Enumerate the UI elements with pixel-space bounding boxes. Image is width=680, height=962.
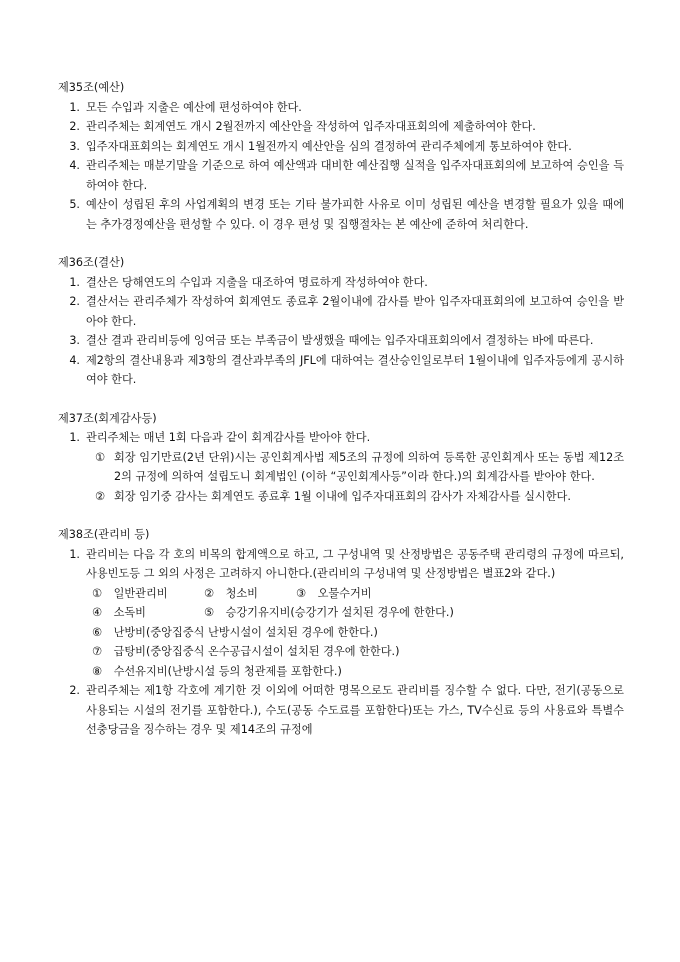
list-item bbox=[58, 195, 624, 234]
fee-number: ⑧ bbox=[92, 664, 103, 678]
fee-text: 오물수거비 bbox=[317, 586, 372, 600]
fee-row bbox=[86, 642, 624, 662]
item-number: 5. bbox=[69, 198, 80, 211]
fee-item bbox=[296, 584, 372, 604]
fee-number: ⑦ bbox=[92, 645, 103, 658]
item-number: 4. bbox=[69, 159, 80, 172]
list-item bbox=[58, 545, 624, 584]
article-36 bbox=[58, 253, 624, 390]
fee-item bbox=[92, 584, 168, 604]
fee-item bbox=[204, 603, 454, 623]
fee-number: ① bbox=[92, 586, 103, 600]
fee-item bbox=[92, 662, 342, 682]
fee-text: 일반관리비 bbox=[113, 586, 168, 600]
item-text: 결산은 당해연도의 수입과 지출을 대조하여 명료하게 작성하여야 한다. bbox=[86, 275, 428, 289]
article-35 bbox=[58, 78, 624, 234]
article-38 bbox=[58, 525, 624, 740]
article-title: 제35조(예산) bbox=[58, 81, 125, 94]
sub-item-number: ② bbox=[94, 489, 106, 503]
item-text: 결산 결과 관리비등에 잉여금 또는 부족금이 발생했을 때에는 입주자대표회의에서 결정하는 바에 따른다. bbox=[86, 334, 594, 347]
fee-text: 급탕비(중앙집중식 온수공급시설이 설치된 경우에 한한다.) bbox=[113, 645, 400, 658]
list-item bbox=[58, 156, 624, 195]
fee-row bbox=[86, 623, 624, 643]
fee-number: ③ bbox=[296, 586, 307, 600]
fee-row bbox=[86, 603, 624, 623]
item-number: 1. bbox=[69, 100, 80, 114]
fee-text: 난방비(중앙집중식 난방시설이 설치된 경우에 한한다.) bbox=[113, 625, 378, 639]
fee-row bbox=[86, 662, 624, 682]
item-text: 관리주체는 회계연도 개시 2월전까지 예산안을 작성하여 입주자대표회의에 제출하여야 한다. bbox=[86, 120, 536, 133]
fee-item bbox=[92, 642, 399, 662]
sub-list-item bbox=[86, 448, 624, 487]
fee-row bbox=[86, 584, 624, 604]
item-text: 결산서는 관리주체가 작성하여 회계연도 종료후 2월이내에 감사를 받아 입주자대표회의에 보고하여 승인을 받아야 한다. bbox=[86, 295, 624, 328]
fee-text: 청소비 bbox=[225, 586, 258, 600]
sub-item-text: 회장 임기중 감사는 회계연도 종료후 1월 이내에 입주자대표회의 감사가 자체감사를 실시한다. bbox=[114, 489, 571, 503]
fee-item bbox=[92, 603, 146, 623]
item-text: 예산이 성립된 후의 사업계획의 변경 또는 기타 불가피한 사유로 이미 성립된 예산을 변경할 필요가 있을 때에는 추가경정예산을 편성할 수 있다. 이 경우 편성 및 집행절차는 본 예산에 준하여 처리한다. bbox=[86, 198, 624, 231]
item-text: 관리비는 다음 각 호의 비목의 합계액으로 하고, 그 구성내역 및 산정방법은 공동주택 관리령의 규정에 따르되, 사용빈도등 그 외의 사정은 고려하지 아니한다.(관리비의 구성내역 및 산정방법은 별표2와 같다.) bbox=[86, 547, 624, 580]
fee-text: 수선유지비(난방시설 등의 청관제를 포함한다.) bbox=[113, 664, 342, 678]
item-text: 모든 수입과 지출은 예산에 편성하여야 한다. bbox=[86, 100, 302, 114]
fee-text: 소독비 bbox=[113, 606, 146, 619]
item-number: 3. bbox=[69, 334, 80, 347]
list-item bbox=[58, 292, 624, 331]
item-number: 4. bbox=[69, 353, 80, 367]
list-item bbox=[58, 681, 624, 740]
sub-item-text: 회장 임기만료(2년 단위)시는 공인회계사법 제5조의 규정에 의하여 등록한 공인회계사 또는 동법 제12조2의 규정에 의하여 설립도니 회계법인 (이하 “공인회계사등”이라 한다.)의 회계감사를 받아야 한다. bbox=[114, 450, 624, 483]
article-title: 제38조(관리비 등) bbox=[58, 528, 150, 541]
fee-item bbox=[92, 623, 378, 643]
item-number: 2. bbox=[69, 684, 80, 697]
item-number: 1. bbox=[69, 547, 80, 561]
item-number: 1. bbox=[69, 275, 80, 289]
fee-text: 승강기유지비(승강기가 설치된 경우에 한한다.) bbox=[225, 606, 454, 619]
item-text: 입주자대표회의는 회계연도 개시 1월전까지 예산안을 심의 결정하여 관리주체에게 통보하여야 한다. bbox=[86, 139, 572, 153]
list-item bbox=[58, 117, 624, 137]
item-text: 관리주체는 제1항 각호에 계기한 것 이외에 어떠한 명목으로도 관리비를 징수할 수 없다. 다만, 전기(공동으로 사용되는 시설의 전기를 포함한다.), 수도(공동 수도료를 포함한다)또는 가스, TV수신료 등의 사용료와 특별수선충당금을 징수하는 경우 및 제14조의 규정에 bbox=[86, 684, 624, 736]
list-item bbox=[58, 98, 624, 118]
item-text: 관리주체는 매년 1회 다음과 같이 회계감사를 받아야 한다. bbox=[86, 431, 371, 444]
item-number: 2. bbox=[69, 295, 80, 308]
list-item bbox=[58, 273, 624, 293]
item-number: 1. bbox=[69, 431, 80, 444]
fee-number: ⑤ bbox=[204, 606, 215, 619]
article-title: 제36조(결산) bbox=[58, 256, 125, 269]
article-title: 제37조(회계감사등) bbox=[58, 411, 157, 425]
sub-item-number: ① bbox=[94, 450, 106, 464]
item-number: 2. bbox=[69, 120, 80, 133]
item-number: 3. bbox=[69, 139, 80, 153]
fee-number: ④ bbox=[92, 606, 103, 619]
item-text: 제2항의 결산내용과 제3항의 결산과부족의 JFL에 대하여는 결산승인일로부터 1월이내에 입주자등에게 공시하여야 한다. bbox=[86, 353, 624, 386]
article-37 bbox=[58, 409, 624, 507]
list-item bbox=[58, 137, 624, 157]
sub-list-item bbox=[86, 487, 624, 507]
fee-number: ② bbox=[204, 586, 215, 600]
fee-number: ⑥ bbox=[92, 625, 103, 639]
list-item bbox=[58, 331, 624, 351]
list-item bbox=[58, 351, 624, 390]
list-item bbox=[58, 428, 624, 448]
item-text: 관리주체는 매분기말을 기준으로 하여 예산액과 대비한 예산집행 실적을 입주자대표회의에 보고하여 승인을 득하여야 한다. bbox=[86, 159, 624, 192]
fee-item bbox=[204, 584, 258, 604]
